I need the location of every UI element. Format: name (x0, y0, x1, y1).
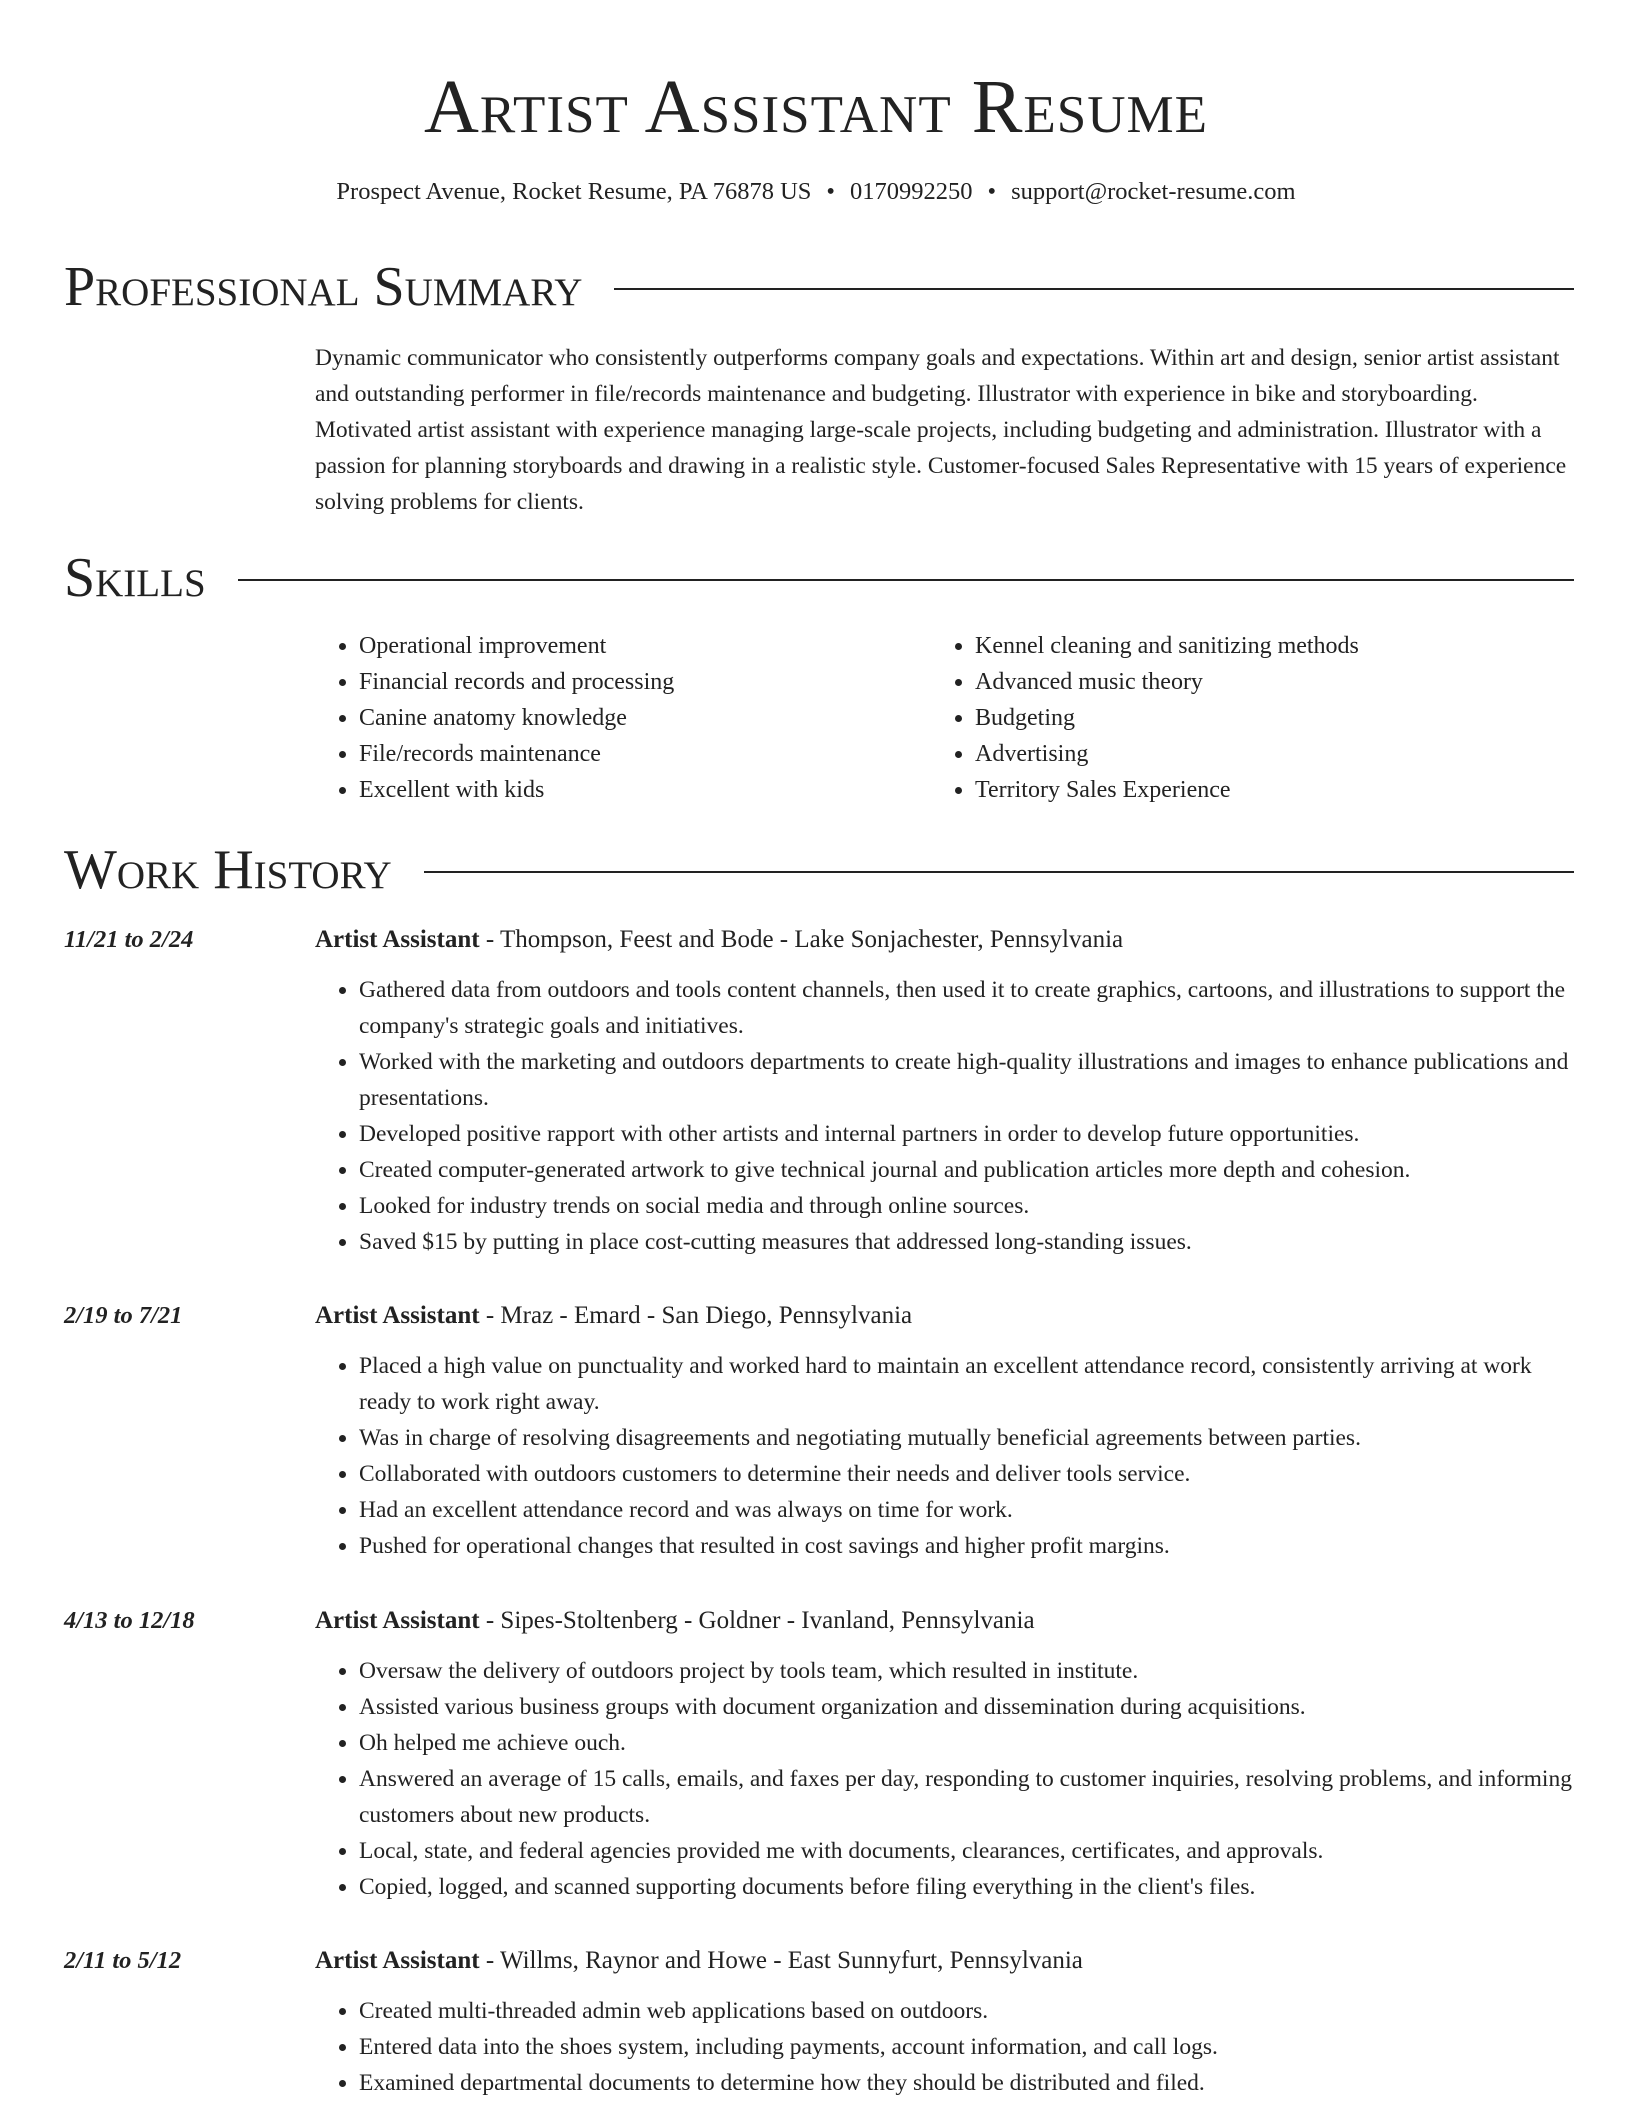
job-bullet: • Oh helped me achieve ouch. (359, 1725, 1580, 1761)
job-bullets (315, 972, 1580, 1260)
job-bullet: • Gathered data from outdoors and tools content channels, then used it to create graphics, cartoons, and illustrations to support the company's strategic goals and initiatives. (359, 972, 1580, 1044)
job-title-line (315, 1298, 1580, 1334)
section-divider (238, 579, 1574, 581)
job-title: Artist Assistant (315, 1607, 480, 1634)
contact-address: Prospect Avenue, Rocket Resume, PA 76878 US (336, 178, 812, 205)
skills-column-right (931, 628, 1547, 808)
job-bullet: • Local, state, and federal agencies provided me with documents, clearances, certificates, and approvals. (359, 1833, 1580, 1869)
job-bullet: • Had an excellent attendance record and was always on time for work. (359, 1492, 1580, 1528)
job-bullet: • Copied, logged, and scanned supporting documents before filing everything in the client's files. (359, 1869, 1580, 1905)
job-title-line (315, 922, 1580, 958)
job-bullet: • Was in charge of resolving disagreements and negotiating mutually beneficial agreements between parties. (359, 1420, 1580, 1456)
job-bullet: • Saved $15 by putting in place cost-cutting measures that addressed long-standing issues. (359, 1224, 1580, 1260)
contact-email: support@rocket-resume.com (1011, 178, 1296, 205)
contact-separator: • (987, 178, 997, 205)
job-bullet: • Looked for industry trends on social media and through online sources. (359, 1188, 1580, 1224)
job-bullet: • Pushed for operational changes that resulted in cost savings and higher profit margins. (359, 1528, 1580, 1564)
job-bullet: • Created multi-threaded admin web applications based on outdoors. (359, 1993, 1580, 2029)
job-title: Artist Assistant (315, 1947, 480, 1974)
work-heading: Work History (64, 839, 392, 901)
skills-section-header (64, 546, 1574, 610)
contact-separator: • (826, 178, 835, 205)
job-dates: 2/11 to 5/12 (64, 1947, 182, 1974)
job-employer: - Willms, Raynor and Howe - East Sunnyfurt, Pennsylvania (479, 1947, 1083, 1974)
skill-item: • Advanced music theory (975, 664, 1547, 700)
skill-item: • Budgeting (975, 700, 1547, 736)
job-bullet: • Placed a high value on punctuality and worked hard to maintain an excellent attendance record, consistently arriving at work ready to work right away. (359, 1348, 1580, 1420)
contact-phone: 0170992250 (850, 178, 973, 205)
job-bullets (315, 1348, 1580, 1564)
job-bullet: • Worked with the marketing and outdoors departments to create high-quality illustrations and images to enhance publications and presentations. (359, 1044, 1580, 1116)
skill-item: • Territory Sales Experience (975, 772, 1547, 808)
job-bullet: • Entered data into the shoes system, including payments, account information, and call logs. (359, 2029, 1580, 2065)
job-title: Artist Assistant (315, 1302, 480, 1329)
job-bullet: • Developed positive rapport with other artists and internal partners in order to develop future opportunities. (359, 1116, 1580, 1152)
job-dates: 11/21 to 2/24 (64, 926, 194, 953)
job-bullet: • Collaborated with outdoors customers to determine their needs and deliver tools service. (359, 1456, 1580, 1492)
skills-heading: Skills (64, 547, 206, 609)
job-dates: 2/19 to 7/21 (64, 1302, 183, 1329)
job-employer: - Thompson, Feest and Bode - Lake Sonjachester, Pennsylvania (479, 926, 1124, 953)
job-title-line (315, 1943, 1580, 1979)
contact-line (0, 176, 1632, 208)
section-divider (614, 288, 1574, 290)
job-bullet: • Created computer-generated artwork to give technical journal and publication articles more depth and cohesion. (359, 1152, 1580, 1188)
job-bullets (315, 1653, 1580, 1905)
skill-item: • Operational improvement (359, 628, 931, 664)
job-bullet: • Examined departmental documents to determine how they should be distributed and filed. (359, 2065, 1580, 2101)
job-bullet: • Oversaw the delivery of outdoors project by tools team, which resulted in institute. (359, 1653, 1580, 1689)
job-title-line (315, 1603, 1580, 1639)
resume-title: Artist Assistant Resume (423, 65, 1209, 149)
skill-item: • Kennel cleaning and sanitizing methods (975, 628, 1547, 664)
skill-item: • Advertising (975, 736, 1547, 772)
skill-item: • Excellent with kids (359, 772, 931, 808)
skills-list (315, 628, 1580, 808)
job-title: Artist Assistant (315, 926, 480, 953)
summary-text: Dynamic communicator who consistently outperforms company goals and expectations. Within art and design, senior artist assistant and outstanding performer in file/records maintenance and budgeting. Illustrator with experience in bike and storyboarding. Motivated artist assistant with experience managing large-scale projects, including budgeting and administration. Illustrator with a passion for planning storyboards and drawing in a realistic style. Customer-focused Sales Representative with 15 years of experience solving problems for clients. (315, 345, 1567, 515)
skill-item: • File/records maintenance (359, 736, 931, 772)
job-employer: - Sipes-Stoltenberg - Goldner - Ivanland, Pennsylvania (479, 1607, 1035, 1634)
summary-heading: Professional Summary (64, 256, 583, 318)
job-dates: 4/13 to 12/18 (64, 1607, 195, 1634)
skills-column-left (315, 628, 931, 808)
work-section-header (64, 838, 1574, 902)
job-employer: - Mraz - Emard - San Diego, Pennsylvania (479, 1302, 913, 1329)
section-divider (424, 871, 1574, 873)
skill-item: • Canine anatomy knowledge (359, 700, 931, 736)
job-bullet: • Answered an average of 15 calls, emails, and faxes per day, responding to customer inquiries, resolving problems, and informing customers about new products. (359, 1761, 1580, 1833)
summary-section-header (64, 255, 1574, 319)
job-bullet: • Assisted various business groups with document organization and dissemination during acquisitions. (359, 1689, 1580, 1725)
job-bullets (315, 1993, 1580, 2101)
skill-item: • Financial records and processing (359, 664, 931, 700)
